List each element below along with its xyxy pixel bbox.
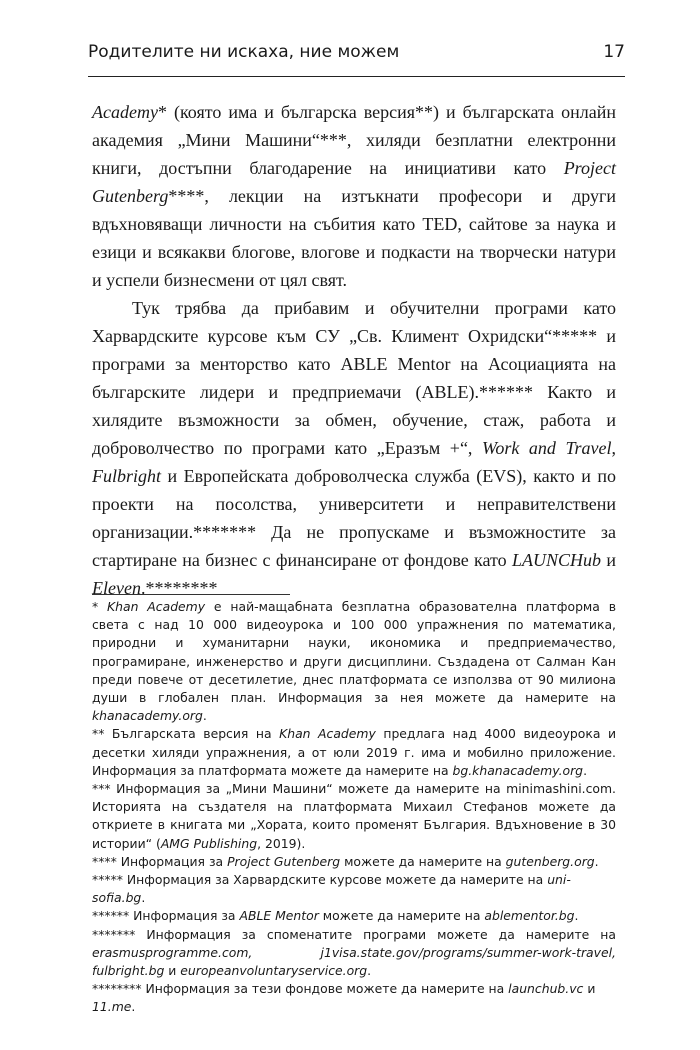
footnote-6 (92, 907, 616, 925)
fn1-link: khanacademy.org (92, 708, 203, 724)
p2-text-4: и (601, 550, 616, 570)
p2-text-5: .******** (140, 578, 218, 598)
running-header (88, 42, 625, 62)
fn8-and: и (583, 981, 596, 997)
p2-italic-work-and-travel: Work and Travel (482, 438, 612, 458)
fn6-end: . (574, 908, 579, 924)
fn8-link-eleven: 11.me (92, 999, 132, 1015)
fn8-text: ******** Информация за тези фондове можете да намерите на (92, 981, 509, 997)
fn1-end: . (202, 708, 207, 724)
footnote-2 (92, 725, 616, 780)
p2-text-1: Тук трябва да прибавим и обучителни програми като Харвардските курсове към СУ „Св. Климент Охридски“***** и програми за менторство като ABLE Mentor на Асоциацията на българските лидери и предприемачи (ABLE).****** Както и хилядите възможности за обмен, обучение, стаж, работа и доброволчество по програми като „Еразъм +“, (92, 298, 616, 458)
fn4-text-1: **** Информация за (92, 853, 228, 869)
header-title: Родителите ни искаха, ние можем (88, 42, 400, 62)
fn6-text-2: можете да намерите на (318, 908, 485, 924)
fn7-links: erasmusprogramme.com, j1visa.state.gov/programs/summer-work-travel, fulbright.bg (92, 944, 616, 979)
footnote-divider (92, 594, 290, 595)
fn4-text-2: можете да намерите на (340, 853, 506, 869)
p1-text-1: * (която има и българска версия**) и българската онлайн академия „Мини Машини“***, хиляди безплатни електронни книги, достъпни благодарение на инициативи като (92, 102, 616, 178)
footnote-7 (92, 926, 616, 981)
footnote-5 (92, 871, 616, 907)
p2-italic-fulbright: Fulbright (92, 466, 162, 486)
fn1-text: е най-мащабната безплатна образователна платформа в света с над 10 000 видеоурока и 100 000 упражнения по математика, природни и хуманитарни науки, икономика и предприемачество, програмиране, инженерство и други дисциплини. Създадена от Салман Кан преди повече от десетилетие, днес платформата се използва от 90 милиона души в глобален план. Информация за нея можете да намерите на (92, 599, 617, 706)
p1-text-2: ****, лекции на изтъкнати професори и други вдъхновяващи личности на събития като TED, сайтове за наука и езици и всякакви блогове, влогове и подкасти на творчески натури и успели бизнесмени от цял свят. (92, 186, 616, 290)
fn4-link: gutenberg.org (505, 853, 595, 869)
fn3-end: , 2019). (257, 835, 306, 851)
p1-italic-project-gutenberg: Project Gutenberg (92, 158, 616, 206)
fn7-end: . (367, 963, 372, 979)
fn2-link: bg.khanacademy.org (452, 762, 584, 778)
p2-text-3: и Европейската доброволческа служба (EVS), както и по проекти на посолства, университети и неправителствени организации.******* Да не пропускаме и възможностите за стартиране на бизнес с финансиране от фондове като (92, 466, 616, 570)
footnote-4 (92, 853, 616, 871)
fn3-italic: AMG Publishing (160, 835, 258, 851)
page-number: 17 (603, 42, 625, 62)
footnote-1 (92, 598, 616, 725)
header-divider (88, 76, 625, 77)
fn7-link-evs: europeanvoluntaryservice.org (180, 963, 368, 979)
fn5-end: . (141, 890, 146, 906)
paragraph-2 (92, 294, 616, 602)
fn3-text-1: *** Информация за „Мини Машини“ можете да намерите на minimashini.com. Историята на създателя на платформата Михаил Стефанов можете да откриете в книгата ми „Хората, които променят България. Вдъхновение в 30 истории“ ( (92, 781, 616, 851)
fn6-text-1: ****** Информация за (92, 908, 240, 924)
main-text (92, 98, 616, 602)
p2-text-2: , (611, 438, 617, 458)
fn5-text: ***** Информация за Харвардските курсове можете да намерите на (92, 872, 548, 888)
fn4-italic: Project Gutenberg (227, 853, 341, 869)
fn8-link-launchub: launchub.vc (508, 981, 584, 997)
paragraph-1 (92, 98, 616, 294)
fn1-marker: * (92, 599, 108, 614)
fn2-text-2: предлага над 4000 видеоурока и десетки хиляди упражнения, а от юли 2019 г. има и мобилно приложение. Информация за платформата можете да намерите на (92, 726, 617, 778)
fn7-text: ******* Информация за споменатите програми можете да намерите на (92, 926, 616, 942)
p2-italic-eleven: Eleven (92, 578, 141, 598)
p2-italic-launchub: LAUNCHub (512, 550, 602, 570)
fn8-end: . (131, 999, 136, 1015)
footnote-3 (92, 780, 616, 853)
fn2-text-1: ** Българската версия на (92, 726, 280, 742)
fn7-and: и (164, 963, 181, 979)
fn5-link: uni-sofia.bg (92, 872, 571, 906)
footnote-8 (92, 980, 616, 1016)
fn4-end: . (594, 853, 599, 869)
fn2-end: . (583, 762, 588, 778)
footnotes (92, 598, 616, 1017)
fn1-italic: Khan Academy (107, 599, 206, 614)
fn6-italic: ABLE Mentor (239, 908, 319, 924)
fn6-link: ablementor.bg (484, 908, 575, 924)
p1-italic-khan-academy: Academy (92, 102, 158, 122)
fn2-italic: Khan Academy (279, 726, 376, 742)
